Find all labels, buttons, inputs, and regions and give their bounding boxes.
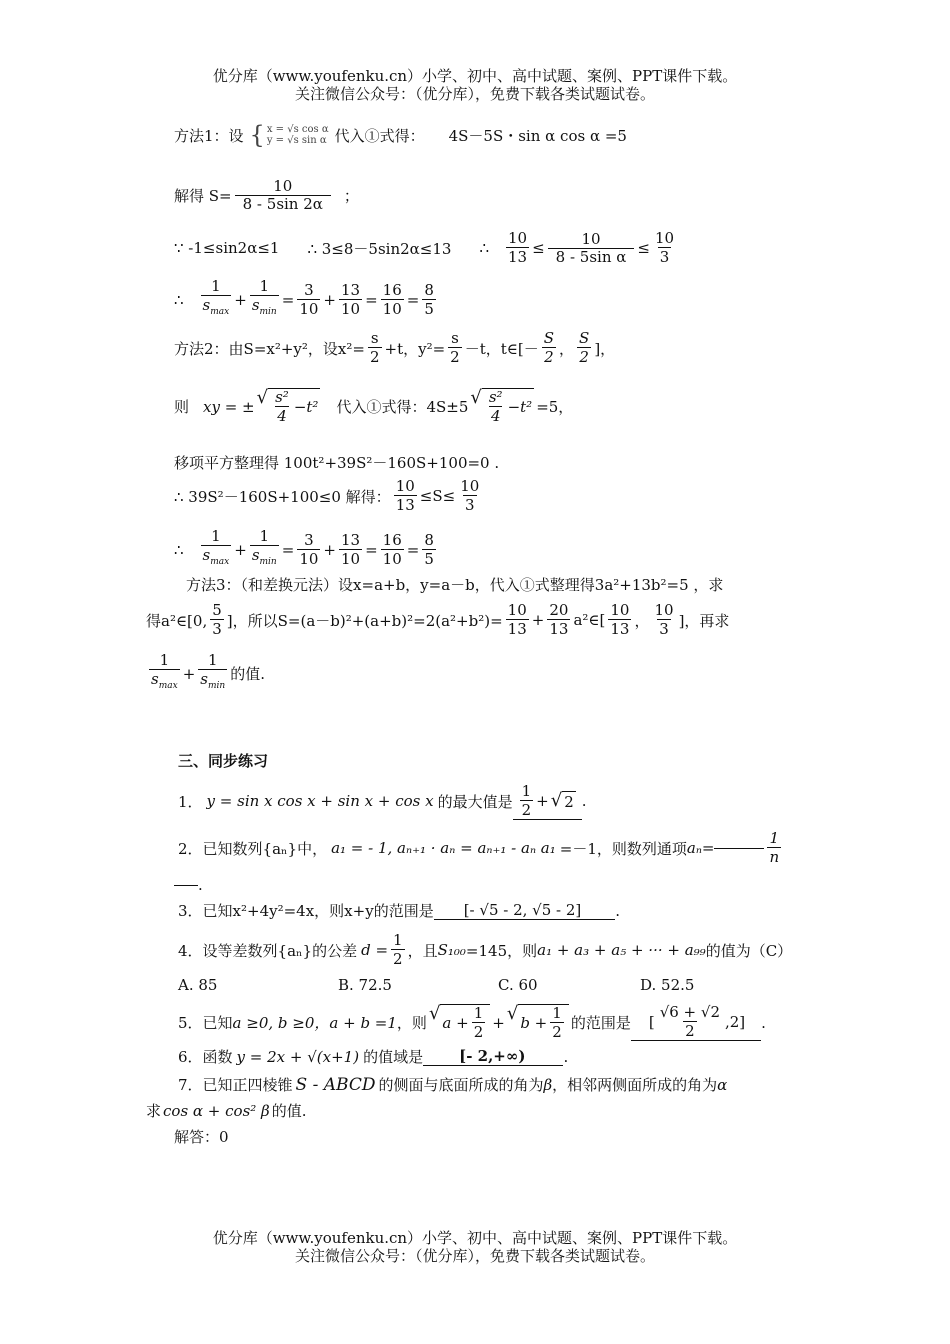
num: 1 xyxy=(521,782,532,800)
den: 2 xyxy=(393,950,403,968)
comma: ， xyxy=(634,611,650,630)
recip-smin xyxy=(250,278,279,321)
den: n xyxy=(769,848,780,866)
move-line: 移项平方整理得 100t²+39S²－160S+100=0 . xyxy=(174,454,500,472)
num: 10 xyxy=(654,601,674,619)
plus: + xyxy=(531,611,545,629)
q4-d: d = xyxy=(361,941,389,959)
s-letter: s xyxy=(202,546,211,564)
q4-mid2: =145，则 xyxy=(465,941,538,960)
den: 10 xyxy=(382,299,402,318)
plus: + xyxy=(323,540,336,559)
frac-10-3 xyxy=(458,478,481,514)
q2-answer xyxy=(767,830,781,866)
q5-answer-frac xyxy=(658,1004,722,1040)
plus: + xyxy=(492,1013,505,1032)
recip-num: 1 xyxy=(259,527,270,545)
equals: = xyxy=(406,540,420,559)
half xyxy=(472,1005,486,1041)
num: 5 xyxy=(212,601,222,619)
den: 10 xyxy=(340,299,361,318)
q5-prefix: 5．已知 xyxy=(178,1014,233,1032)
frac-10-3 xyxy=(652,602,675,638)
equals: = xyxy=(406,290,420,309)
method1-prefix: 方法1：设 xyxy=(174,126,244,145)
frac-20-13 xyxy=(547,602,570,638)
half xyxy=(550,1005,564,1041)
den: 4 xyxy=(277,407,287,425)
q6-answer-blank[interactable] xyxy=(423,1047,563,1066)
max-sub: max xyxy=(210,307,230,317)
ineq-b-num: 10 xyxy=(581,229,601,248)
den: 3 xyxy=(464,496,475,514)
question-2 xyxy=(178,830,784,866)
section-title: 三、同步练习 xyxy=(178,752,269,770)
le-sign: ≤ xyxy=(637,239,650,257)
min-sub: min xyxy=(259,307,277,317)
page-footer-line2: 关注微信公众号：（优分库），免费下载各类试题试卷。 xyxy=(294,1247,655,1265)
q7-alpha: α xyxy=(717,1075,728,1094)
q2-tail: . xyxy=(198,876,203,894)
s-over-2 xyxy=(368,330,382,366)
method3-line2 xyxy=(146,602,729,638)
den: 2 xyxy=(685,1022,695,1040)
q2-blank-tail xyxy=(174,885,198,886)
num: s² xyxy=(275,388,289,406)
xy-expr: xy = ± xyxy=(203,397,255,416)
system-row-2: y = √s sin α xyxy=(266,135,327,146)
because-text: ∵ -1≤sin2α≤1 xyxy=(174,239,280,257)
recip-smin xyxy=(198,652,227,695)
therefore-symbol: ∴ xyxy=(174,290,184,309)
option-b[interactable]: B. 72.5 xyxy=(338,976,392,994)
plus: + xyxy=(234,540,247,559)
q6-answer: [- 2,+∞) xyxy=(459,1047,526,1065)
system-row-1: x = √s cos α xyxy=(266,124,329,135)
q1-text: 的最大值是 xyxy=(437,792,513,811)
num: 10 xyxy=(395,477,415,495)
q2-prefix: 2．已知数列{aₙ}中， xyxy=(178,839,328,858)
recip-den xyxy=(149,669,180,695)
answer-line: 解答：0 xyxy=(174,1128,229,1146)
method1-equation: 4S－5S・sin α cos α =5 xyxy=(448,126,627,145)
frac-3-10 xyxy=(297,532,320,568)
den: 13 xyxy=(610,620,630,638)
method1-sub-text: 代入①式得： xyxy=(334,126,425,145)
q5-cond2: ，a + b =1 xyxy=(314,1014,397,1032)
num: 1 xyxy=(473,1004,484,1022)
sqrt-expr: √ $\frac{\text{s²}}{4}$ −t² xyxy=(256,387,319,425)
method2-mid1: +t，y²= xyxy=(384,339,446,358)
question-5 xyxy=(178,1004,766,1041)
recip-num: 1 xyxy=(207,651,218,669)
sum-line-2 xyxy=(174,528,439,571)
q5-then: ，则 xyxy=(396,1014,427,1032)
q4-s100: S₁₀₀ xyxy=(437,941,466,959)
q6-end: . xyxy=(563,1047,569,1066)
den: 3 xyxy=(212,620,222,638)
question-7-line2 xyxy=(146,1100,307,1121)
s2-over-4 xyxy=(487,389,505,425)
q4-half xyxy=(391,932,405,968)
q4-options xyxy=(178,976,694,994)
num: 8 xyxy=(424,280,434,299)
frac-10-13 xyxy=(394,478,417,514)
den: 2 xyxy=(544,348,554,366)
q1-answer-blank[interactable] xyxy=(513,782,582,820)
num: S xyxy=(543,329,555,347)
q5-answer-blank[interactable] xyxy=(631,1004,761,1041)
s-letter: s xyxy=(251,296,260,314)
q4-mid: ，且 xyxy=(407,941,438,960)
q7-beta: β xyxy=(543,1075,553,1094)
num: s² xyxy=(488,388,503,406)
half xyxy=(520,783,534,819)
page-header-line1: 优分库（www.youfenku.cn）小学、初中、高中试题、案例、PPT课件下载。 xyxy=(212,67,738,85)
q2-answer-blank[interactable] xyxy=(714,848,764,849)
q6-expr: y = 2x + √(x+1) xyxy=(236,1047,360,1066)
question-6 xyxy=(178,1046,568,1067)
s-letter: s xyxy=(202,296,211,314)
therefore-symbol: ∴ xyxy=(174,540,184,559)
equals: = xyxy=(365,540,378,559)
frac-13-10 xyxy=(339,532,362,568)
sqrt-b-half: √ b + $\frac{1}{2}$ xyxy=(507,1004,569,1041)
m3-text-d: ]，再求 xyxy=(678,611,730,630)
option-c[interactable]: C. 60 xyxy=(498,976,538,994)
q7-text-a: 7．已知正四棱锥 xyxy=(178,1076,293,1094)
den: 2 xyxy=(521,801,532,819)
method2-intro: 方法2：由S=x²+y²，设x²= xyxy=(174,339,365,358)
frac-16-10 xyxy=(381,282,404,318)
sqrt-2: √ 2 xyxy=(550,790,574,811)
sqrt-expr-2: √ $\frac{\text{s²}}{4}$ −t² xyxy=(470,387,533,425)
den: 10 xyxy=(299,549,319,568)
den: 5 xyxy=(424,549,434,568)
range-line xyxy=(174,230,679,266)
num: 3 xyxy=(304,530,314,549)
den: 10 xyxy=(299,299,319,318)
equals: = xyxy=(365,290,378,309)
num: 20 xyxy=(549,601,569,619)
q5-answer-tail: ,2] xyxy=(725,1013,746,1031)
ineq-frac-c xyxy=(653,230,676,266)
m3-text-c: a²∈[ xyxy=(573,611,606,629)
eq5: =5， xyxy=(536,398,574,416)
recip-den xyxy=(250,545,279,571)
method3-line3 xyxy=(146,652,265,695)
num: 16 xyxy=(382,530,402,549)
ineq-a-den: 13 xyxy=(507,248,528,266)
frac-8-5 xyxy=(422,282,436,318)
option-a[interactable]: A. 85 xyxy=(178,976,218,994)
ineq-text: ∴ 39S²－160S+100≤0 解得： xyxy=(174,487,391,506)
q2-text: =－1，则数列通项 xyxy=(559,839,687,858)
recip-den xyxy=(201,545,232,571)
s-letter: s xyxy=(200,670,208,688)
option-d[interactable]: D. 52.5 xyxy=(640,976,695,994)
min-sub: min xyxy=(259,557,277,567)
s-frac-den: 8 - 5sin 2α xyxy=(235,195,331,213)
page-footer-line1: 优分库（www.youfenku.cn）小学、初中、高中试题、案例、PPT课件下载。 xyxy=(212,1229,738,1247)
minus-t2: −t² xyxy=(507,398,533,416)
q7-text-b: 的侧面与底面所成的角为 xyxy=(378,1076,544,1094)
num: 1 xyxy=(393,931,403,949)
q5-a: a + xyxy=(442,1014,469,1032)
minus-t2: −t² xyxy=(293,398,319,416)
frac-5-3 xyxy=(210,602,224,638)
den: 3 xyxy=(659,620,669,638)
q6-text: 的值域是 xyxy=(363,1048,424,1066)
num: √6 + √2 xyxy=(659,1003,720,1021)
s2-over-4 xyxy=(273,389,291,425)
num: 10 xyxy=(610,601,630,619)
xy-line xyxy=(174,388,573,425)
den: 2 xyxy=(450,348,460,366)
q2-an: aₙ xyxy=(686,839,702,857)
semicolon: ； xyxy=(343,187,359,205)
num: 10 xyxy=(460,477,480,495)
s-letter: s xyxy=(251,546,260,564)
method2-mid2: －t，t∈[－ xyxy=(464,339,539,358)
S-over-2 xyxy=(577,330,591,366)
frac-16-10 xyxy=(381,532,404,568)
s-letter: s xyxy=(151,670,159,688)
q3-prefix: 3．已知x²+4y²=4x，则x+y的范围是 xyxy=(178,902,434,920)
ineq-c-num: 10 xyxy=(654,229,675,247)
method2-end: ]， xyxy=(594,339,616,358)
method2-sub-text: 代入①式得：4S±5 xyxy=(336,398,469,416)
num: S xyxy=(579,329,590,347)
method3-line1: 方法3：（和差换元法）设x=a+b，y=a－b，代入①式整理得3a²+13b²=5 ，求 xyxy=(186,576,724,594)
den: 4 xyxy=(490,407,501,425)
q7-expression: cos α + cos² β xyxy=(163,1101,270,1120)
S-over-2 xyxy=(542,330,556,366)
max-sub: max xyxy=(210,557,230,567)
ineq-b-den: 8 - 5sin α xyxy=(548,248,635,266)
num: 13 xyxy=(340,280,361,299)
method1-line xyxy=(174,120,627,149)
q6-prefix: 6．函数 xyxy=(178,1048,233,1066)
max-sub: max xyxy=(158,681,178,691)
q7-pyramid: S - ABCD xyxy=(295,1074,376,1095)
then-text: 则 xyxy=(174,398,190,416)
sum-line-1 xyxy=(174,278,439,321)
question-3 xyxy=(178,900,620,921)
q7-text-c: ，相邻两侧面所成的角为 xyxy=(552,1076,718,1094)
method2-line xyxy=(174,330,615,366)
page-header-line2: 关注微信公众号：（优分库），免费下载各类试题试卷。 xyxy=(294,85,655,103)
question-7-line1 xyxy=(178,1074,727,1095)
num: 13 xyxy=(340,530,361,549)
s-over-2 xyxy=(448,330,462,366)
num: 10 xyxy=(507,601,527,619)
m3-text-end: 的值. xyxy=(230,665,265,683)
q1-expression: y = sin x cos x + sin x + cos x xyxy=(206,792,434,810)
substitution-system: { x = √s cos α y = √s sin α xyxy=(249,120,329,149)
num: 8 xyxy=(424,530,434,549)
den: 2 xyxy=(473,1023,484,1041)
m3-text-a: 得a²∈[0, xyxy=(146,611,208,630)
recip-num: 1 xyxy=(211,277,221,295)
therefore-text-2: ∴ xyxy=(479,239,489,257)
q5-b: b + xyxy=(520,1014,548,1032)
question-4 xyxy=(178,932,792,968)
q5-left-bracket: [ xyxy=(648,1013,655,1031)
s-frac-num: 10 xyxy=(273,177,293,195)
q4-sum: a₁ + a₃ + a₅ + ··· + a₉₉ xyxy=(537,941,706,959)
recip-smax xyxy=(201,278,232,321)
ineq-solve-line xyxy=(174,478,484,514)
le-sign: ≤ xyxy=(532,239,545,257)
q7-line2-b: 的值. xyxy=(271,1102,307,1120)
recip-den xyxy=(201,295,232,321)
recip-num: 1 xyxy=(211,527,221,545)
frac-10-13 xyxy=(608,602,631,638)
den: 10 xyxy=(382,549,402,568)
den: 13 xyxy=(549,620,569,638)
frac-3-10 xyxy=(297,282,320,318)
q3-answer: [- √5 - 2, √5 - 2] xyxy=(463,901,582,919)
ineq-frac-b xyxy=(548,231,635,266)
den: 13 xyxy=(507,620,527,638)
ineq-a-num: 10 xyxy=(507,229,528,247)
equals: = xyxy=(281,290,295,309)
num: s xyxy=(451,329,459,347)
plus: + xyxy=(182,664,196,683)
q5-cond: a ≥0, b ≥0 xyxy=(232,1013,315,1032)
radicand: 2 xyxy=(564,792,574,811)
plus: + xyxy=(234,290,247,309)
q2-eq: = xyxy=(701,839,715,857)
q3-tail: . xyxy=(615,901,621,920)
m3-text-b: ]，所以S=(a－b)²+(a+b)²=2(a²+b²)= xyxy=(226,611,503,630)
q5-end: . xyxy=(761,1013,766,1032)
frac-8-5 xyxy=(422,532,436,568)
den: 2 xyxy=(369,348,380,366)
recip-smax xyxy=(201,528,232,571)
question-1: 1． y = sin x cos x + sin x + cos x 的最大值是 $\frac{1}{2}$ + √ 2 . xyxy=(178,782,587,819)
equals: = xyxy=(281,540,295,559)
therefore-text-1: ∴ 3≤8－5sin2α≤13 xyxy=(307,239,452,258)
num: 3 xyxy=(304,280,314,299)
frac-13-10 xyxy=(339,282,362,318)
den: 13 xyxy=(395,496,415,514)
ineq-c-den: 3 xyxy=(659,248,670,266)
recip-smin xyxy=(250,528,279,571)
solve-s-line xyxy=(174,178,359,213)
q5-text: 的范围是 xyxy=(570,1014,631,1032)
comma: ， xyxy=(559,339,575,358)
den: 2 xyxy=(552,1023,562,1041)
den: 10 xyxy=(340,549,361,568)
s-fraction xyxy=(235,178,331,213)
frac-10-13 xyxy=(506,602,529,638)
num: 1 xyxy=(769,829,780,847)
q4-prefix: 4．设等差数列{aₙ}的公差 xyxy=(178,941,358,960)
num: 1 xyxy=(552,1004,562,1022)
q7-line2-a: 求 xyxy=(146,1102,162,1120)
recip-den xyxy=(198,669,227,695)
recip-smax xyxy=(149,652,180,695)
recip-num: 1 xyxy=(259,277,270,295)
q3-answer-blank[interactable] xyxy=(434,901,616,920)
recip-num: 1 xyxy=(159,651,170,669)
num: 16 xyxy=(382,280,402,299)
recip-den xyxy=(250,295,279,321)
sqrt-a-half: √ a + $\frac{1}{2}$ xyxy=(429,1004,490,1041)
q2-continuation xyxy=(174,876,203,894)
q1-number: 1． xyxy=(178,792,203,811)
plus: + xyxy=(536,792,549,810)
ineq-frac-a xyxy=(506,230,529,266)
den: 2 xyxy=(579,348,589,366)
num: s xyxy=(370,329,379,347)
min-sub: min xyxy=(207,681,226,691)
den: 5 xyxy=(424,299,434,318)
q2-expression: a₁ = - 1, aₙ₊₁ · aₙ = aₙ₊₁ - aₙ a₁ xyxy=(331,839,556,857)
solve-prefix: 解得 S= xyxy=(174,187,232,205)
r-mid: ≤S≤ xyxy=(419,487,456,505)
q4-tail: 的值为（C） xyxy=(705,941,793,960)
plus: + xyxy=(323,290,336,309)
